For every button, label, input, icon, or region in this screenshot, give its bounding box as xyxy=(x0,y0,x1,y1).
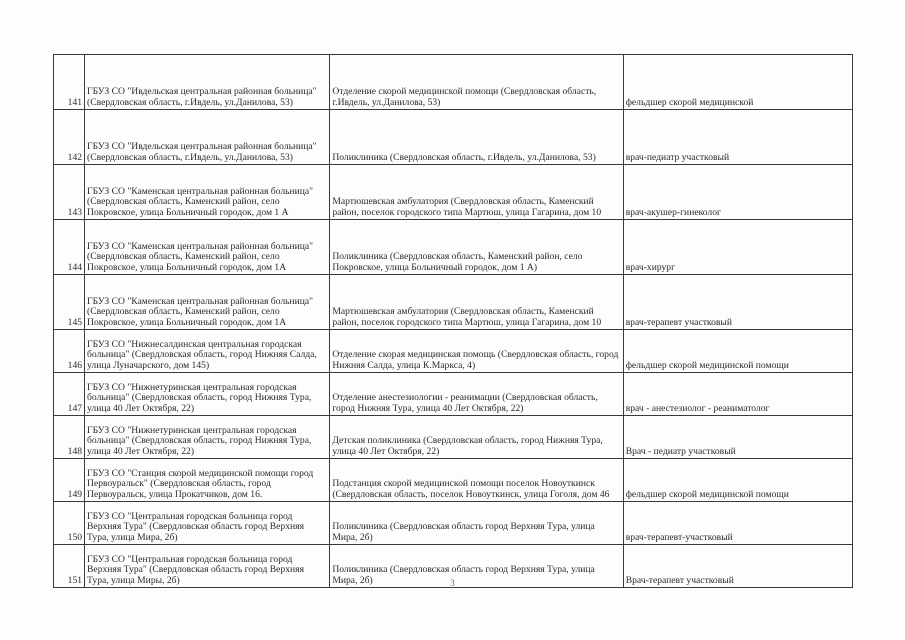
row-number: 150 xyxy=(54,502,85,545)
organization-cell: ГБУЗ СО "Каменская центральная районная больница" (Свердловская область, Каменский район, село Покровское, улица Больничный городок, дом 1А xyxy=(85,220,330,275)
row-number: 143 xyxy=(54,165,85,220)
table-row xyxy=(54,416,853,459)
row-number: 149 xyxy=(54,459,85,502)
row-number: 142 xyxy=(54,110,85,165)
department-cell: Поликлиника (Свердловская область, г.Ивдель, ул.Данилова, 53) xyxy=(330,110,623,165)
page-number: 3 xyxy=(450,578,455,588)
department-cell: Поликлиника (Свердловская область город Верхняя Тура, улица Мира, 2б) xyxy=(330,502,623,545)
position-cell: фельдшер скорой медицинской помощи xyxy=(623,459,852,502)
position-cell: врач-терапевт-участковый xyxy=(623,502,852,545)
organization-cell: ГБУЗ СО "Нижнетуринская центральная городская больница" (Свердловская область, город Нижняя Тура, улица 40 Лет Октября, 22) xyxy=(85,373,330,416)
row-number: 148 xyxy=(54,416,85,459)
organization-cell: ГБУЗ СО "Каменская центральная районная больница" (Свердловская область, Каменский район, село Покровское, улица Больничный городок, дом 1А xyxy=(85,275,330,330)
position-cell: врач - анестезиолог - реаниматолог xyxy=(623,373,852,416)
department-cell: Подстанция скорой медицинской помощи поселок Новоуткинск (Свердловская область, поселок Новоуткинск, улица Гоголя, дом 46 xyxy=(330,459,623,502)
table-row xyxy=(54,110,853,165)
department-cell: Мартюшевская амбулатория (Свердловская область, Каменский район, поселок городского типа Мартюш, улица Гагарина, дом 10 xyxy=(330,275,623,330)
position-cell: фельдшер скорой медицинской xyxy=(623,55,852,110)
position-cell: врач-акушер-гинеколог xyxy=(623,165,852,220)
row-number: 145 xyxy=(54,275,85,330)
row-number: 144 xyxy=(54,220,85,275)
table-row xyxy=(54,459,853,502)
row-number: 146 xyxy=(54,330,85,373)
table-row xyxy=(54,275,853,330)
row-number: 141 xyxy=(54,55,85,110)
department-cell: Мартюшевская амбулатория (Свердловская область, Каменский район, поселок городского типа Мартюш, улица Гагарина, дом 10 xyxy=(330,165,623,220)
department-cell: Поликлиника (Свердловская область, Каменский район, село Покровское, улица Больничный городок, дом 1 А) xyxy=(330,220,623,275)
vacancy-table xyxy=(53,54,853,588)
position-cell: Врач - педиатр участковый xyxy=(623,416,852,459)
department-cell: Поликлиника (Свердловская область город Верхняя Тура, улица Мира, 2б) xyxy=(330,545,623,588)
department-cell: Отделение скорая медицинская помощь (Свердловская область, город Нижняя Салда, улица К.Маркса, 4) xyxy=(330,330,623,373)
department-cell: Отделение анестезиологии - реанимации (Свердловская область, город Нижняя Тура, улица 40 Лет Октября, 22) xyxy=(330,373,623,416)
table-row xyxy=(54,330,853,373)
organization-cell: ГБУЗ СО "Центральная городская больница город Верхняя Тура" (Свердловская область город Верхняя Тура, улица Мира, 2б) xyxy=(85,502,330,545)
organization-cell: ГБУЗ СО "Нижнесалдинская центральная городская больница" (Свердловская область, город Нижняя Салда, улица Луначарского, дом 145) xyxy=(85,330,330,373)
table-row xyxy=(54,373,853,416)
organization-cell: ГБУЗ СО "Нижнетуринская центральная городская больница" (Свердловская область, город Нижняя Тура, улица 40 Лет Октября, 22) xyxy=(85,416,330,459)
table-row xyxy=(54,165,853,220)
department-cell: Отделение скорой медицинской помощи (Свердловская область, г.Ивдель, ул.Данилова, 53) xyxy=(330,55,623,110)
position-cell: врач-педиатр участковый xyxy=(623,110,852,165)
organization-cell: ГБУЗ СО "Ивдельская центральная районная больница" (Свердловская область, г.Ивдель, ул.Данилова, 53) xyxy=(85,55,330,110)
table-row xyxy=(54,502,853,545)
organization-cell: ГБУЗ СО "Ивдельская центральная районная больница" (Свердловская область, г.Ивдель, ул.Данилова, 53) xyxy=(85,110,330,165)
position-cell: фельдшер скорой медицинской помощи xyxy=(623,330,852,373)
row-number: 147 xyxy=(54,373,85,416)
organization-cell: ГБУЗ СО "Станция скорой медицинской помощи город Первоуральск" (Свердловская область, город Первоуральск, улица Прокатчиков, дом 16. xyxy=(85,459,330,502)
position-cell: врач-терапевт участковый xyxy=(623,275,852,330)
organization-cell: ГБУЗ СО "Центральная городская больница город Верхняя Тура" (Свердловская область город Верхняя Тура, улица Миры, 2б) xyxy=(85,545,330,588)
row-number: 151 xyxy=(54,545,85,588)
position-cell: Врач-терапевт участковый xyxy=(623,545,852,588)
position-cell: врач-хирург xyxy=(623,220,852,275)
organization-cell: ГБУЗ СО "Каменская центральная районная больница" (Свердловская область, Каменский район, село Покровское, улица Больничный городок, дом 1 А xyxy=(85,165,330,220)
department-cell: Детская поликлиника (Свердловская область, город Нижняя Тура, улица 40 Лет Октября, 22) xyxy=(330,416,623,459)
table-row xyxy=(54,220,853,275)
table-row xyxy=(54,55,853,110)
